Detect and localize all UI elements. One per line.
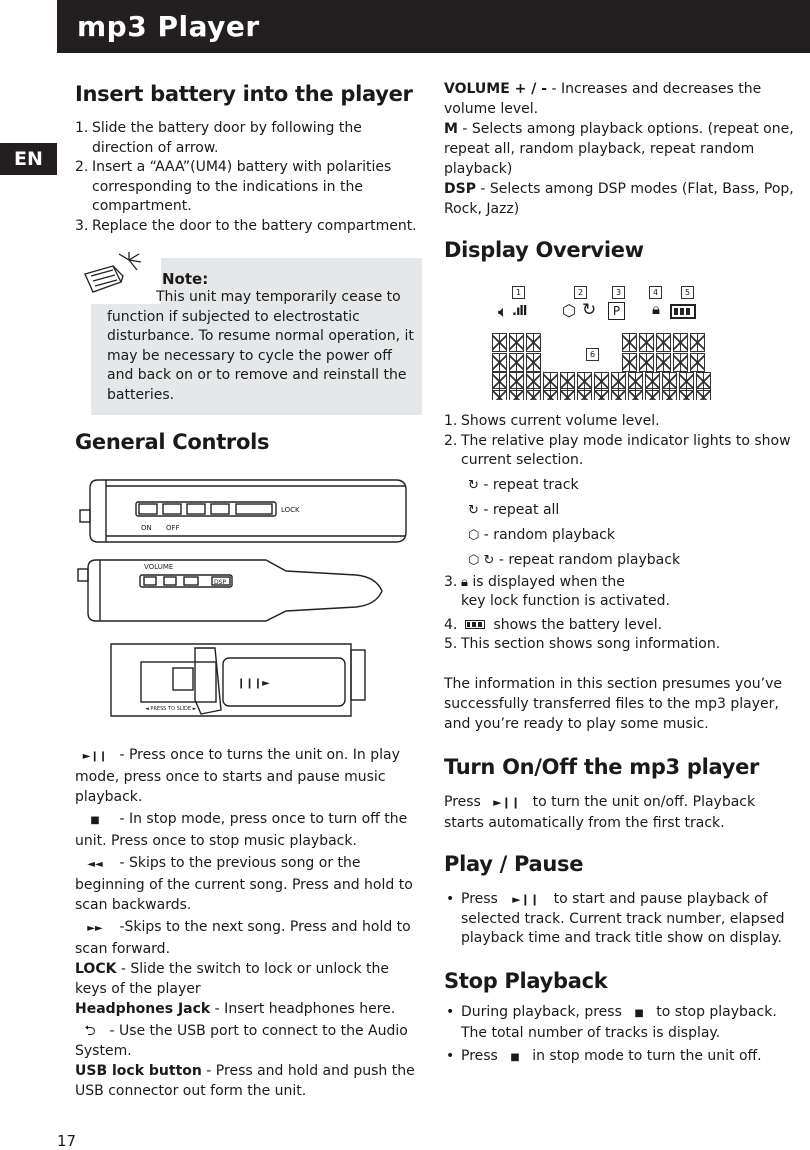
lock-small-icon: 🔒︎	[461, 574, 468, 590]
note-body	[107, 288, 415, 406]
play-post: to start and pause playback of selected track. Current track number, elapsed playback time and track title show on display.	[461, 891, 785, 946]
item-3b: key lock function is activated.	[461, 593, 670, 609]
volume-desc-text: - Increases and decreases the volume level.	[444, 81, 762, 117]
play-pause-icon: ►❙❙	[493, 796, 521, 809]
volume-label: VOLUME	[144, 563, 174, 571]
note-rest: function if subjected to electrostatic disturbance. To resume normal operation, it may be necessary to cycle the power off and back on or to remove and reinstall the batteries.	[107, 308, 414, 403]
usb-lock-text: - Press and hold and push the USB connector out form the unit.	[75, 1063, 415, 1099]
play-bullet: • Press ►❙❙ to start and pause playback of selected track. Current track number, elapsed playback time and track title show on display.	[446, 891, 785, 946]
repeat-one-icon: ↻	[582, 300, 597, 320]
volume-bars-icon: .ıll	[512, 304, 527, 319]
stop-bullet-1: • During playback, press ■ to stop playback. The total number of tracks is display.	[446, 1004, 777, 1041]
lock-desc-label: LOCK	[75, 961, 117, 977]
controls-list	[75, 745, 423, 1101]
marker-6: 6	[586, 348, 599, 361]
lock-desc	[75, 959, 423, 999]
marker-1: 1	[512, 286, 525, 299]
usb-text: - Use the USB port to connect to the Audio System.	[75, 1023, 408, 1059]
m-desc-label: M	[444, 121, 458, 137]
mode-item	[444, 523, 794, 548]
random-icon: ⬡	[468, 527, 480, 543]
battery-step	[75, 217, 423, 237]
usb-lock-desc	[75, 1061, 423, 1101]
next-icon: ►►	[87, 923, 103, 934]
mode-item	[444, 473, 794, 498]
item-number: 2.	[444, 432, 458, 449]
step-text: Slide the battery door by following the direction of arrow.	[92, 120, 362, 156]
item-text: Shows current volume level.	[461, 413, 660, 429]
random-icon: ⬡	[562, 301, 576, 320]
turn-onoff-heading: Turn On/Off the mp3 player	[444, 755, 760, 779]
control-item	[75, 809, 423, 851]
control-item	[75, 917, 423, 959]
item-number: 1.	[444, 413, 458, 429]
control-text: -Skips to the next song. Press and hold to scan forward.	[75, 919, 411, 957]
segment-row-1b	[492, 353, 541, 372]
step-number: 2.	[75, 159, 89, 175]
marker-5: 5	[681, 286, 694, 299]
note-box	[91, 258, 422, 415]
general-controls-heading: General Controls	[75, 430, 270, 454]
note-line-1: This unit may temporarily cease to	[156, 289, 401, 305]
volume-icon: 🔈︎	[498, 302, 508, 321]
item-4: shows the battery level.	[489, 616, 663, 633]
usb-icon: ⮌	[84, 1023, 96, 1039]
headphones-desc	[75, 999, 423, 1019]
lock-desc-text: - Slide the switch to lock or unlock the keys of the player	[75, 961, 390, 997]
usb-arrow-icon: ❙❙❙►	[237, 678, 270, 689]
repeat-random-icon: ⬡ ↻	[468, 552, 495, 568]
dsp-label: DSP	[214, 579, 227, 586]
mode-text: - random playback	[479, 526, 615, 543]
control-text: - Press once to turns the unit on. In play mode, press once to starts and pause music playback.	[75, 747, 400, 805]
repeat-one-icon: ↻	[468, 477, 479, 493]
step-number: 1.	[75, 120, 89, 136]
stop-icon: ■	[634, 1008, 644, 1019]
display-overview-heading: Display Overview	[444, 238, 644, 262]
info-paragraph: The information in this section presumes you’ve successfully transferred files to the mp3 player, and you’re ready to play some music.	[444, 675, 783, 732]
turn-pre: Press	[444, 794, 486, 810]
on-label: ON	[141, 524, 152, 532]
stop-desc	[444, 1003, 794, 1068]
battery-step	[75, 158, 423, 217]
stop-b2-pre: Press	[461, 1048, 503, 1064]
marker-2: 2	[574, 286, 587, 299]
step-number: 3.	[75, 217, 89, 234]
control-text: - In stop mode, press once to turn off the unit. Press once to stop music playback.	[75, 811, 408, 849]
stop-icon: ■	[510, 1052, 520, 1063]
volume-desc-label: VOLUME + / -	[444, 81, 548, 97]
slide-label: ◄ PRESS TO SLIDE ►	[145, 706, 197, 712]
segment-row-2b	[492, 388, 711, 400]
display-item-4: 4. shows the battery level.	[444, 616, 663, 633]
off-label: OFF	[166, 524, 180, 532]
mode-item	[444, 548, 794, 573]
previous-icon: ◄◄	[87, 859, 103, 870]
segment-row-1c	[622, 333, 705, 352]
mode-text: - repeat track	[478, 476, 579, 493]
stop-bullet-2: • Press ■ in stop mode to turn the unit off.	[446, 1048, 762, 1064]
mode-text: - repeat all	[478, 501, 560, 518]
control-item	[75, 745, 423, 807]
headphones-text: - Insert headphones here.	[210, 1001, 396, 1017]
lock-label: LOCK	[281, 506, 300, 514]
mode-item	[444, 498, 794, 523]
volume-desc	[444, 79, 794, 119]
play-pause-icon: ►❙❙	[512, 893, 540, 906]
control-text: - Skips to the previous song or the beginning of the current song. Press and hold to scan backwards.	[75, 855, 413, 913]
segment-row-1a	[492, 333, 541, 352]
play-pre: Press	[461, 891, 503, 907]
stop-icon: ■	[90, 815, 100, 826]
battery-small-icon	[465, 620, 485, 629]
display-item-5: 5. This section shows song information.	[444, 636, 721, 652]
battery-heading: Insert battery into the player	[75, 82, 413, 106]
step-text: Insert a “AAA”(UM4) battery with polarities corresponding to the indications in the compartment.	[92, 159, 392, 214]
dsp-desc	[444, 179, 794, 219]
stop-b1-post: to stop playback. The total number of tracks is display.	[461, 1004, 777, 1041]
turn-text	[444, 792, 794, 833]
stop-b1-pre: During playback, press	[461, 1004, 627, 1020]
item-5: This section shows song information.	[461, 636, 721, 652]
note-title: Note:	[162, 270, 209, 288]
battery-step	[75, 119, 423, 158]
dsp-desc-label: DSP	[444, 181, 476, 197]
display-items	[444, 412, 794, 734]
marker-3: 3	[612, 286, 625, 299]
lcd-diagram	[492, 284, 722, 399]
display-item-3: 3. 🔒︎ is displayed when the key lock function is activated.	[444, 573, 670, 609]
step-text: Replace the door to the battery compartment.	[92, 217, 417, 234]
display-item	[444, 432, 794, 471]
m-desc	[444, 119, 794, 179]
item-text: The relative play mode indicator lights to show current selection.	[461, 432, 791, 468]
player-front-illustration	[76, 472, 416, 548]
marker-4: 4	[649, 286, 662, 299]
control-item	[75, 853, 423, 915]
stop-heading: Stop Playback	[444, 969, 608, 993]
battery-icon	[670, 304, 696, 319]
language-tab: EN	[0, 143, 57, 175]
battery-steps	[75, 119, 423, 236]
page-number: 17	[57, 1132, 77, 1150]
player-side-illustration	[76, 555, 416, 625]
play-pause-heading: Play / Pause	[444, 852, 584, 876]
page-header	[57, 0, 810, 53]
display-item	[444, 412, 794, 432]
segment-row-1d	[622, 353, 705, 372]
button-descriptions	[444, 79, 794, 219]
usb-desc	[75, 1021, 423, 1061]
player-usb-illustration	[105, 640, 370, 720]
p-box: P	[608, 302, 625, 320]
mode-text: - repeat random playback	[494, 551, 681, 568]
item-3a: is displayed when the	[467, 573, 625, 590]
headphones-label: Headphones Jack	[75, 1001, 211, 1017]
page-title: mp3 Player	[77, 10, 260, 43]
repeat-all-icon: ↻	[468, 502, 479, 518]
stop-b2-post: in stop mode to turn the unit off.	[527, 1048, 762, 1064]
turn-post: to turn the unit on/off. Playback starts automatically from the first track.	[444, 794, 756, 831]
play-desc	[444, 890, 794, 949]
usb-lock-label: USB lock button	[75, 1063, 202, 1079]
lock-icon: 🔒︎	[652, 300, 660, 318]
turn-desc	[444, 792, 794, 833]
dsp-desc-text: - Selects among DSP modes (Flat, Bass, Pop, Rock, Jazz)	[444, 181, 794, 217]
play-pause-icon: ►❙❙	[82, 751, 108, 762]
m-desc-text: - Selects among playback options. (repeat one, repeat all, random playback, repeat random playback)	[444, 121, 794, 177]
